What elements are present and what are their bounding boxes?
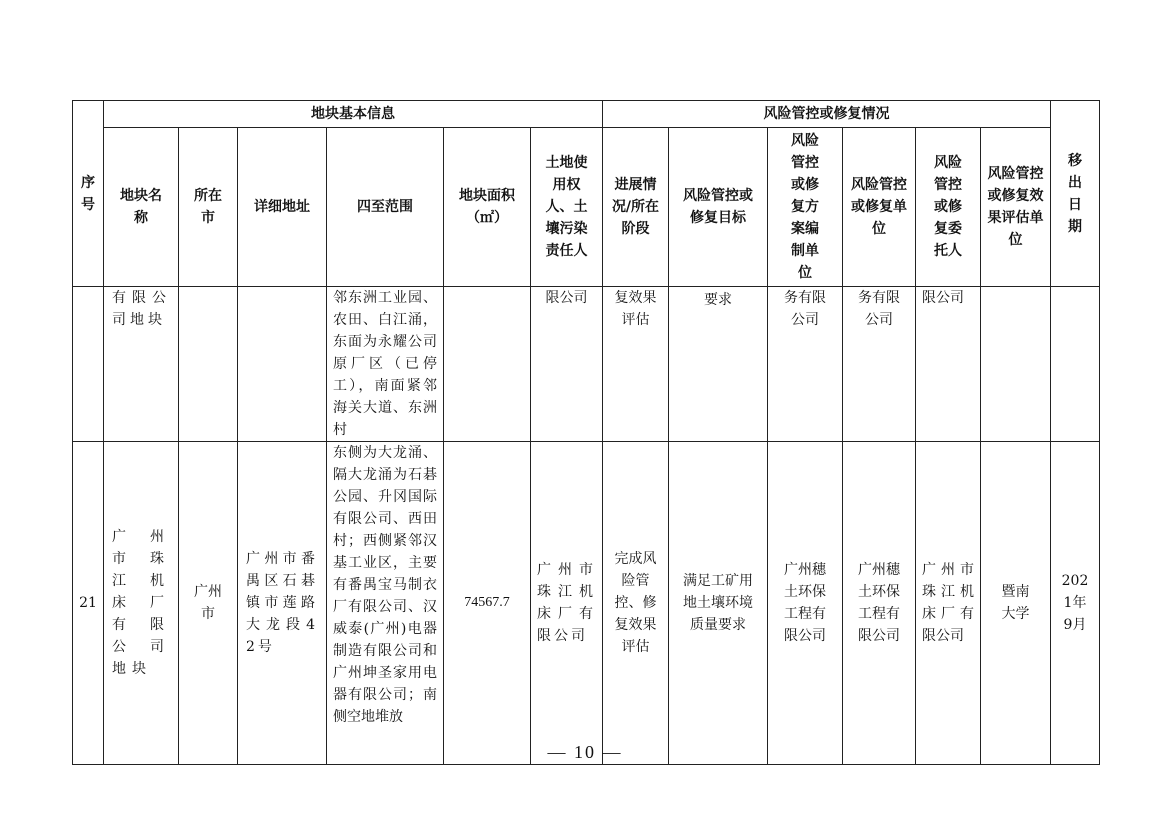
header-assessment-unit: 风险管控或修复效果评估单位 (981, 128, 1051, 287)
cell-address (238, 287, 327, 442)
cell-land-name: 有限公司地块 (104, 287, 179, 442)
cell-area: 74567.7 (444, 442, 531, 765)
header-address: 详细地址 (238, 128, 327, 287)
header-target: 风险管控或修复目标 (669, 128, 768, 287)
cell-target: 满足工矿用地土壤环境质量要求 (669, 442, 768, 765)
cell-assessment-unit: 暨南大学 (981, 442, 1051, 765)
cell-plan-unit: 广州穗土环保工程有限公司 (768, 442, 843, 765)
contaminated-land-table (72, 100, 1100, 765)
header-risk-control: 风险管控或修复情况 (603, 101, 1051, 128)
header-land-name: 地块名称 (104, 128, 179, 287)
cell-plan-unit: 务有限公司 (768, 287, 843, 442)
cell-client: 限公司 (916, 287, 981, 442)
cell-boundary: 邻东洲工业园、农田、白江涌，东面为永耀公司原厂区（已停工），南面紧邻海关大道、东洲村 (327, 287, 444, 442)
page-number: — 10 — (547, 742, 623, 762)
cell-progress: 复效果评估 (603, 287, 669, 442)
cell-land-name: 广州市珠江机床厂有限公司地块 (104, 442, 179, 765)
cell-removal-date (1051, 287, 1100, 442)
header-seq: 序号 (73, 101, 104, 287)
header-owner: 土地使用权人、土壤污染责任人 (531, 128, 603, 287)
header-plan-unit: 风险管控或修复方案编制单位 (768, 128, 843, 287)
cell-remediation-unit: 广州穗土环保工程有限公司 (843, 442, 916, 765)
table-row (73, 287, 1100, 442)
header-boundary: 四至范围 (327, 128, 444, 287)
header-basic-info: 地块基本信息 (104, 101, 603, 128)
header-city: 所在市 (179, 128, 238, 287)
header-progress: 进展情况/所在阶段 (603, 128, 669, 287)
header-remediation-unit: 风险管控或修复单位 (843, 128, 916, 287)
cell-area (444, 287, 531, 442)
cell-target: 要求 (669, 287, 768, 442)
cell-remediation-unit: 务有限公司 (843, 287, 916, 442)
cell-owner: 限公司 (531, 287, 603, 442)
cell-seq (73, 287, 104, 442)
cell-assessment-unit (981, 287, 1051, 442)
header-client: 风险管控或修复委托人 (916, 128, 981, 287)
cell-client: 广州市珠江机床厂有限公司 (916, 442, 981, 765)
table-row (73, 442, 1100, 765)
cell-seq: 21 (73, 442, 104, 765)
cell-city: 广州市 (179, 442, 238, 765)
cell-progress: 完成风险管控、修复效果评估 (603, 442, 669, 765)
cell-owner: 广州市珠江机床厂有限公司 (531, 442, 603, 765)
cell-address: 广州市番禺区石碁镇市莲路大龙段42号 (238, 442, 327, 765)
cell-removal-date: 2021年9月 (1051, 442, 1100, 765)
cell-boundary: 东侧为大龙涌、隔大龙涌为石碁公园、升冈国际有限公司、西田村；西侧紧邻汉基工业区，主要有番禺宝马制衣厂有限公司、汉威泰(广州)电器制造有限公司和广州坤圣家用电器有限公司；南侧空地堆放 (327, 442, 444, 765)
cell-city (179, 287, 238, 442)
header-removal-date: 移出日期 (1051, 101, 1100, 287)
header-area: 地块面积（㎡） (444, 128, 531, 287)
